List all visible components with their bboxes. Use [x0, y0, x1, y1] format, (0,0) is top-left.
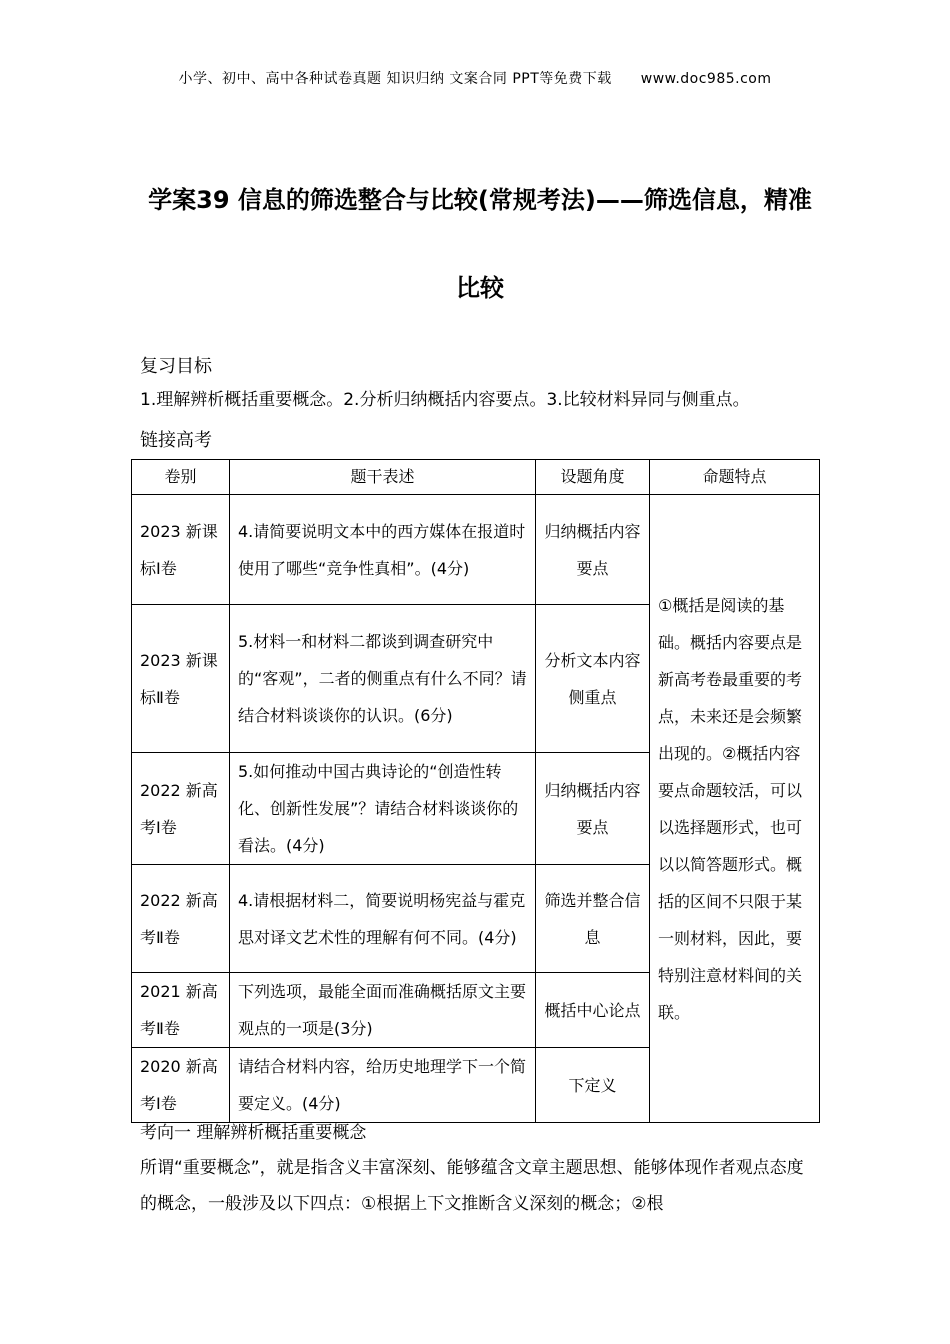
- review-text: 1.理解辨析概括重要概念。2.分析归纳概括内容要点。3.比较材料异同与侧重点。: [140, 390, 750, 410]
- review-heading: 复习目标: [140, 356, 212, 377]
- header-url[interactable]: www.doc985.com: [640, 71, 772, 87]
- cell-stem: 4.请根据材料二，简要说明杨宪益与霍克思对译文艺术性的理解有何不同。(4分): [230, 865, 536, 973]
- table-header-row: [132, 460, 820, 495]
- header-text: 小学、初中、高中各种试卷真题 知识归纳 文案合同 PPT等免费下载: [178, 71, 612, 87]
- cell-volume: 2023 新课标Ⅱ卷: [132, 605, 230, 753]
- cell-feature: ①概括是阅读的基础。概括内容要点是新高考卷最重要的考点，未来还是会频繁出现的。②概括内容要点命题较活，可以以选择题形式，也可以以简答题形式。概括的区间不只限于某一则材料，因此，要特别注意材料间的关联。: [650, 495, 820, 1123]
- cell-angle: 下定义: [536, 1048, 650, 1123]
- exam-table: [131, 459, 820, 1123]
- direction-heading: 考向一 理解辨析概括重要概念: [140, 1123, 367, 1143]
- cell-stem: 下列选项，最能全面而准确概括原文主要观点的一项是(3分): [230, 973, 536, 1048]
- col-header-feature: 命题特点: [650, 460, 820, 495]
- page-header: [0, 68, 950, 88]
- direction-text: 所谓“重要概念”，就是指含义丰富深刻、能够蕴含文章主题思想、能够体现作者观点态度的概念，一般涉及以下四点：①根据上下文推断含义深刻的概念；②根: [140, 1158, 804, 1214]
- cell-angle: 归纳概括内容要点: [536, 753, 650, 865]
- table-row: [132, 495, 820, 605]
- cell-angle: 归纳概括内容要点: [536, 495, 650, 605]
- link-heading: 链接高考: [140, 430, 212, 451]
- col-header-volume: 卷别: [132, 460, 230, 495]
- cell-volume: 2020 新高考Ⅰ卷: [132, 1048, 230, 1123]
- cell-stem: 5.材料一和材料二都谈到调查研究中的“客观”，二者的侧重点有什么不同？请结合材料谈谈你的认识。(6分): [230, 605, 536, 753]
- cell-volume: 2022 新高考Ⅰ卷: [132, 753, 230, 865]
- doc-title-line2: 比较: [456, 274, 504, 302]
- cell-stem: 4.请简要说明文本中的西方媒体在报道时使用了哪些“竞争性真相”。(4分): [230, 495, 536, 605]
- cell-angle: 筛选并整合信息: [536, 865, 650, 973]
- cell-stem: 请结合材料内容，给历史地理学下一个简要定义。(4分): [230, 1048, 536, 1123]
- cell-angle: 分析文本内容侧重点: [536, 605, 650, 753]
- col-header-angle: 设题角度: [536, 460, 650, 495]
- col-header-stem: 题干表述: [230, 460, 536, 495]
- cell-angle: 概括中心论点: [536, 973, 650, 1048]
- cell-volume: 2023 新课标Ⅰ卷: [132, 495, 230, 605]
- cell-stem: 5.如何推动中国古典诗论的“创造性转化、创新性发展”？请结合材料谈谈你的看法。(4分): [230, 753, 536, 865]
- cell-volume: 2022 新高考Ⅱ卷: [132, 865, 230, 973]
- cell-volume: 2021 新高考Ⅱ卷: [132, 973, 230, 1048]
- doc-title-line1: 学案39 信息的筛选整合与比较(常规考法)——筛选信息，精准: [148, 186, 812, 214]
